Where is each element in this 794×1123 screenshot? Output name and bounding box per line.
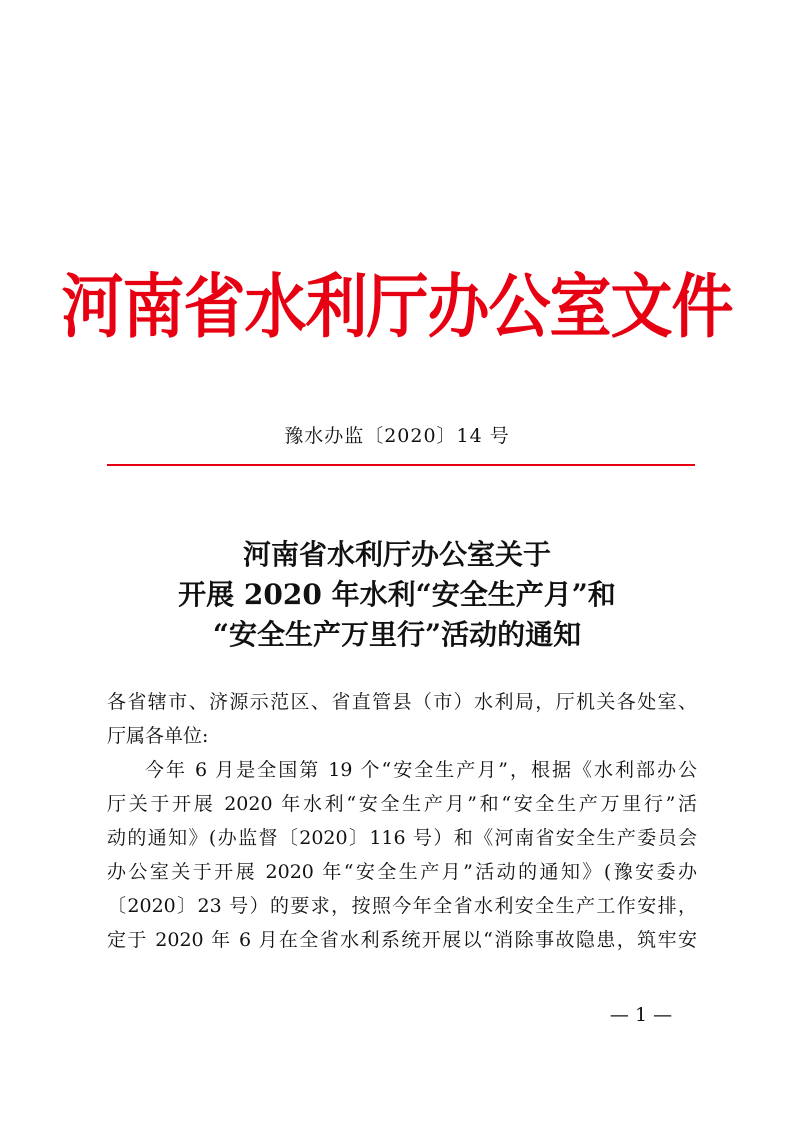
document-body — [107, 685, 697, 957]
body-line: 厅关于开展 2020 年水利“安全生产月”和“安全生产万里行”活 — [107, 793, 697, 815]
body-line: 今年 6 月是全国第 19 个“安全生产月”，根据《水利部办公 — [145, 759, 697, 781]
body-line: 定于 2020 年 6 月在全省水利系统开展以“消除事故隐患，筑牢安 — [107, 929, 697, 951]
document-title — [0, 535, 794, 655]
masthead-title: 河南省水利厅办公室文件 — [61, 265, 733, 348]
salutation-line: 各省辖市、济源示范区、省直管县（市）水利局，厅机关各处室、 — [107, 691, 697, 713]
title-line: “安全生产万里行”活动的通知 — [212, 618, 582, 651]
document-number: 豫水办监〔2020〕14 号 — [284, 425, 510, 447]
salutation-line: 厅属各单位: — [107, 725, 209, 747]
salutation — [107, 685, 697, 753]
page-number: — 1 — — [609, 1004, 673, 1026]
body-line: 办公室关于开展 2020 年“安全生产月”活动的通知》(豫安委办 — [107, 861, 697, 883]
red-divider-line — [107, 464, 695, 466]
body-line: 〔2020〕23 号）的要求，按照今年全省水利安全生产工作安排， — [107, 895, 697, 917]
title-line: 河南省水利厅办公室关于 — [242, 538, 551, 571]
body-paragraph — [107, 753, 697, 957]
body-line: 动的通知》(办监督〔2020〕116 号）和《河南省安全生产委员会 — [107, 827, 697, 849]
title-line: 开展 2020 年水利“安全生产月”和 — [178, 578, 616, 611]
